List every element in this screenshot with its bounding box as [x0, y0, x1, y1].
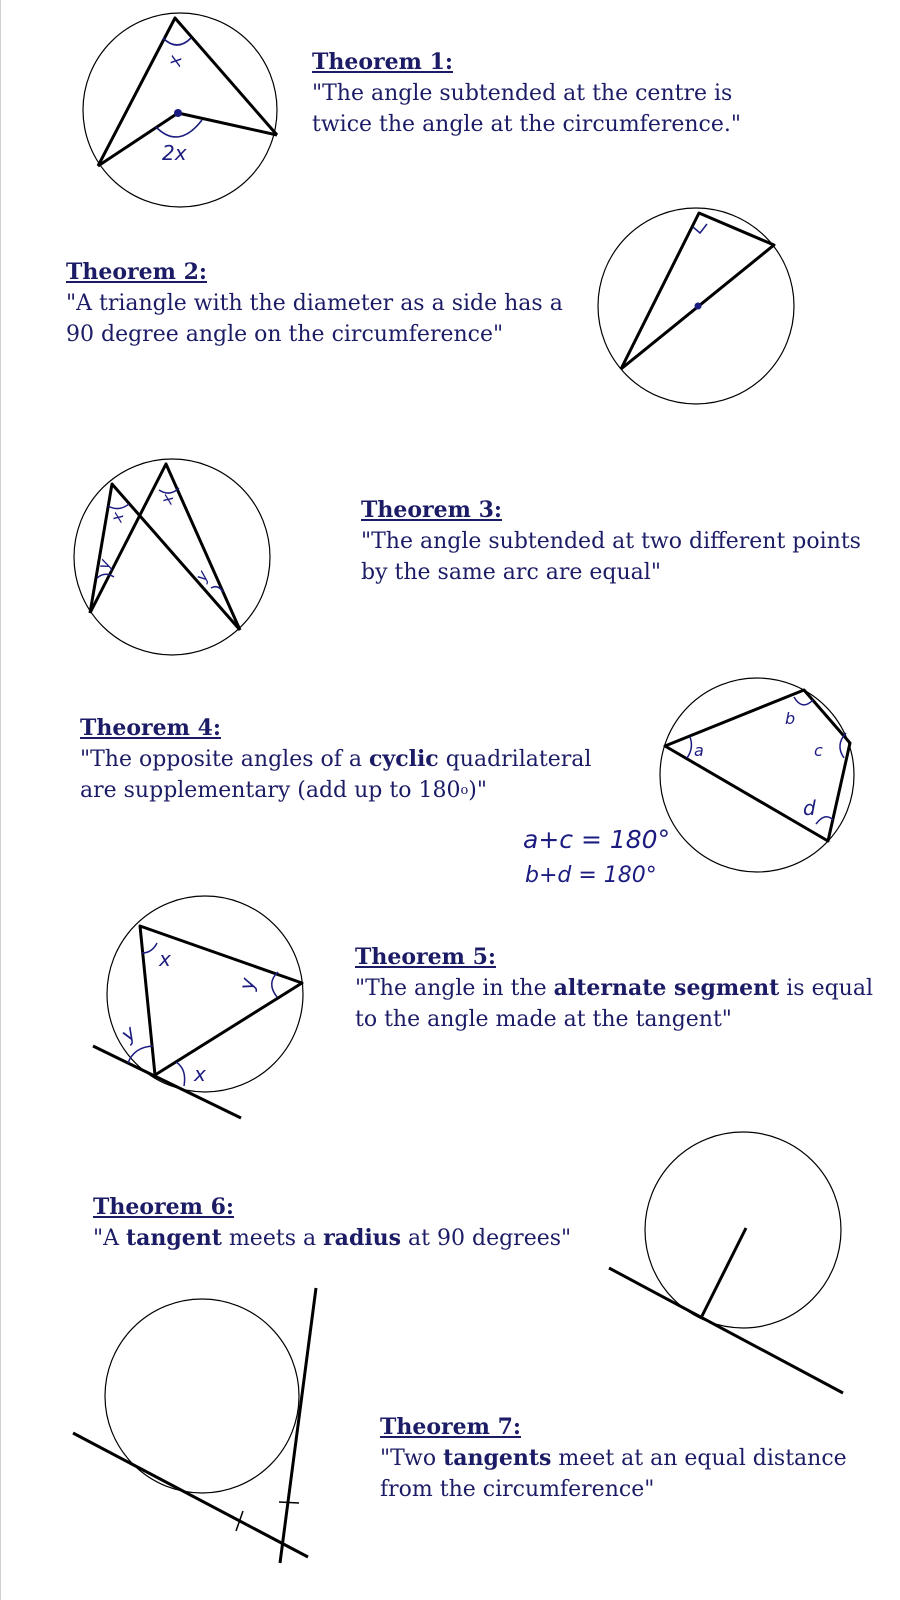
- theorem-2-figure: [598, 208, 794, 404]
- theorem-1-figure: [83, 13, 277, 207]
- theorem-4-degree-sup: o: [460, 783, 469, 798]
- t5-label-y2: y: [116, 1020, 141, 1047]
- t4-circle: [660, 678, 854, 872]
- theorem-6-figure: [609, 1132, 843, 1393]
- t7-tangent-right: [280, 1288, 316, 1563]
- t5-label-x2: x: [194, 1062, 206, 1086]
- t7-tangent-left: [73, 1433, 308, 1557]
- t2-triangle: [621, 213, 774, 369]
- theorem-6-keyword-tangent: tangent: [126, 1225, 222, 1251]
- t5-arc-y2: [128, 1046, 153, 1063]
- theorem-3-figure: [74, 459, 270, 655]
- t4-arc-d: [816, 817, 833, 824]
- theorem-6-line-1-e: at 90 degrees": [401, 1226, 572, 1251]
- t3-arc-x1: [108, 504, 129, 509]
- theorem-5-line-2: to the angle made at the tangent": [355, 1007, 732, 1032]
- theorem-5-line-1-pre: "The angle in the: [355, 976, 554, 1001]
- theorem-4-line-1: [80, 744, 591, 775]
- theorem-7-line-1: [380, 1443, 847, 1474]
- t5-arc-x1: [142, 943, 157, 953]
- theorem-7-line-1-pre: "Two: [380, 1446, 444, 1471]
- theorem-1-text: [312, 47, 741, 140]
- theorem-6-keyword-radius: radius: [323, 1225, 402, 1251]
- theorem-1-line-2: twice the angle at the circumference.": [312, 112, 741, 137]
- t4-equation-ac: a+c = 180°: [523, 825, 671, 854]
- t3-label-y2: y: [191, 566, 213, 585]
- t2-centre-dot: [695, 303, 702, 310]
- t3-chords-a: [90, 484, 240, 630]
- theorem-2-title: Theorem 2:: [66, 259, 207, 285]
- theorem-7-line-1-post: meet at an equal distance: [551, 1446, 847, 1471]
- theorem-5-line-1-post: is equal: [779, 976, 874, 1001]
- t4-equation-bd: b+d = 180°: [525, 863, 657, 888]
- t3-circle: [74, 459, 270, 655]
- t1-radii: [98, 113, 277, 166]
- t6-tangent: [609, 1268, 843, 1393]
- t4-label-b: b: [785, 709, 796, 728]
- t3-label-x2: x: [156, 492, 178, 507]
- theorem-7-text: [380, 1412, 847, 1505]
- t4-label-a: a: [694, 741, 704, 760]
- theorem-4-title: Theorem 4:: [80, 715, 221, 741]
- theorem-3-title: Theorem 3:: [361, 497, 502, 523]
- t4-label-c: c: [814, 741, 823, 760]
- t5-label-y1: y: [233, 975, 260, 992]
- theorem-5-line-1: [355, 973, 873, 1004]
- t7-tick-right: [279, 1502, 299, 1503]
- t4-label-d: d: [803, 796, 816, 820]
- t1-label-x: x: [164, 53, 187, 68]
- t1-arc-x: [163, 38, 191, 45]
- theorem-5-title: Theorem 5:: [355, 944, 496, 970]
- t3-label-y1: y: [93, 557, 115, 572]
- theorem-7-line-2: from the circumference": [380, 1477, 655, 1502]
- theorem-5-keyword-alternate-segment: alternate segment: [553, 975, 780, 1001]
- theorem-6-line-1: [93, 1223, 571, 1254]
- theorem-7-keyword-tangents: tangents: [443, 1445, 552, 1471]
- theorem-1-title: Theorem 1:: [312, 49, 453, 75]
- t5-arc-x2: [176, 1062, 185, 1086]
- theorem-2-line-1: "A triangle with the diameter as a side has a: [66, 291, 563, 316]
- theorem-3-text: [361, 495, 861, 588]
- theorem-4-text: [80, 713, 591, 806]
- t3-arc-y1: [97, 574, 114, 578]
- t3-label-x1: x: [106, 510, 128, 525]
- theorem-4-line-1-post: quadrilateral: [438, 747, 592, 772]
- t4-arc-a: [687, 737, 691, 758]
- theorem-5-figure: [93, 896, 303, 1118]
- theorem-4-line-2-post: )": [468, 778, 487, 803]
- theorem-2-line-2: 90 degree angle on the circumference": [66, 322, 504, 347]
- theorem-5-text: [355, 942, 873, 1035]
- theorem-7-title: Theorem 7:: [380, 1414, 521, 1440]
- theorem-6-line-1-c: meets a: [221, 1226, 324, 1251]
- theorem-3-line-1: "The angle subtended at two different points: [361, 529, 861, 554]
- theorem-2-text: [66, 257, 563, 350]
- t6-circle: [645, 1132, 841, 1328]
- t1-centre-dot: [174, 109, 182, 117]
- t5-label-x1: x: [159, 947, 171, 971]
- t1-label-2x: 2x: [162, 141, 187, 165]
- theorem-1-line-1: "The angle subtended at the centre is: [312, 81, 733, 106]
- theorem-3-line-2: by the same arc are equal": [361, 560, 661, 585]
- theorem-4-line-2: [80, 775, 591, 806]
- theorem-6-line-1-a: "A: [93, 1226, 126, 1251]
- theorem-7-figure: [73, 1288, 316, 1563]
- t6-radius: [702, 1228, 746, 1316]
- t5-tangent: [93, 1046, 241, 1118]
- theorem-6-title: Theorem 6:: [93, 1194, 234, 1220]
- t2-right-angle-mark: [693, 224, 707, 233]
- theorem-6-text: [93, 1192, 571, 1254]
- theorem-4-line-2-pre: are supplementary (add up to 180: [80, 778, 461, 803]
- theorem-4-keyword-cyclic: cyclic: [369, 746, 439, 772]
- theorem-4-line-1-pre: "The opposite angles of a: [80, 747, 370, 772]
